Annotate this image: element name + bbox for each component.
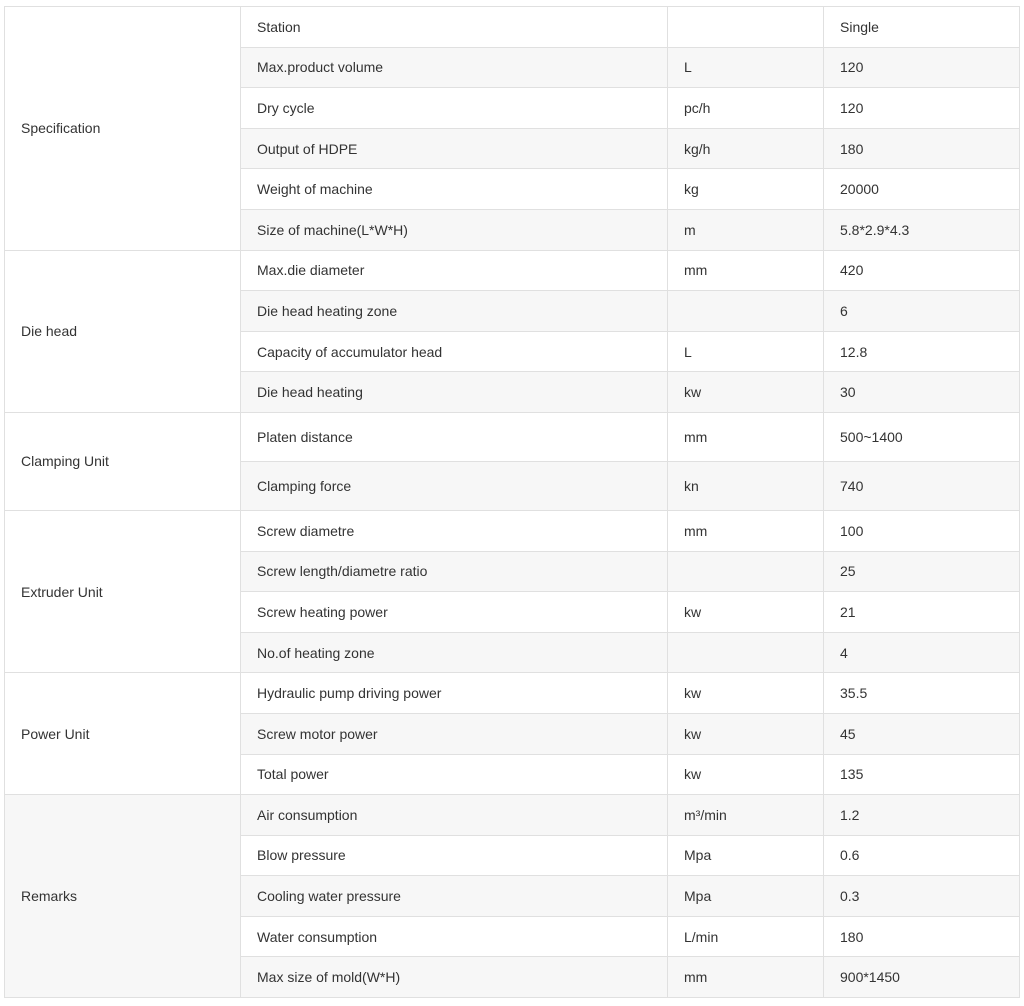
param-cell: Platen distance [241, 412, 668, 461]
unit-cell: mm [668, 957, 824, 998]
unit-cell: mm [668, 412, 824, 461]
unit-cell: Mpa [668, 835, 824, 876]
unit-cell: mm [668, 250, 824, 291]
table-row [5, 510, 1020, 551]
unit-cell [668, 7, 824, 48]
param-cell: Max.die diameter [241, 250, 668, 291]
value-cell: 0.6 [824, 835, 1020, 876]
value-cell: 5.8*2.9*4.3 [824, 209, 1020, 250]
param-cell: Screw heating power [241, 592, 668, 633]
value-cell: 35.5 [824, 673, 1020, 714]
table-row [5, 250, 1020, 291]
table-row [5, 795, 1020, 836]
unit-cell: kw [668, 713, 824, 754]
value-cell: 12.8 [824, 331, 1020, 372]
group-label: Clamping Unit [5, 412, 241, 510]
unit-cell: kg [668, 169, 824, 210]
param-cell: Output of HDPE [241, 128, 668, 169]
param-cell: Die head heating zone [241, 291, 668, 332]
value-cell: 45 [824, 713, 1020, 754]
param-cell: Air consumption [241, 795, 668, 836]
value-cell: Single [824, 7, 1020, 48]
unit-cell: L/min [668, 916, 824, 957]
param-cell: Size of machine(L*W*H) [241, 209, 668, 250]
value-cell: 180 [824, 128, 1020, 169]
param-cell: Water consumption [241, 916, 668, 957]
unit-cell: L [668, 47, 824, 88]
unit-cell [668, 632, 824, 673]
param-cell: Clamping force [241, 461, 668, 510]
param-cell: Screw diametre [241, 510, 668, 551]
value-cell: 180 [824, 916, 1020, 957]
value-cell: 500~1400 [824, 412, 1020, 461]
group-label: Specification [5, 7, 241, 251]
param-cell: Weight of machine [241, 169, 668, 210]
param-cell: Capacity of accumulator head [241, 331, 668, 372]
unit-cell: kw [668, 754, 824, 795]
value-cell: 4 [824, 632, 1020, 673]
param-cell: Blow pressure [241, 835, 668, 876]
unit-cell: Mpa [668, 876, 824, 917]
group-label: Die head [5, 250, 241, 412]
spec-table [4, 6, 1020, 998]
value-cell: 30 [824, 372, 1020, 413]
value-cell: 135 [824, 754, 1020, 795]
param-cell: No.of heating zone [241, 632, 668, 673]
value-cell: 25 [824, 551, 1020, 592]
unit-cell: m [668, 209, 824, 250]
unit-cell: L [668, 331, 824, 372]
value-cell: 740 [824, 461, 1020, 510]
param-cell: Dry cycle [241, 88, 668, 129]
unit-cell: mm [668, 510, 824, 551]
unit-cell: kw [668, 372, 824, 413]
unit-cell: pc/h [668, 88, 824, 129]
value-cell: 120 [824, 47, 1020, 88]
param-cell: Hydraulic pump driving power [241, 673, 668, 714]
value-cell: 6 [824, 291, 1020, 332]
value-cell: 20000 [824, 169, 1020, 210]
param-cell: Cooling water pressure [241, 876, 668, 917]
param-cell: Screw motor power [241, 713, 668, 754]
param-cell: Screw length/diametre ratio [241, 551, 668, 592]
value-cell: 0.3 [824, 876, 1020, 917]
group-label: Remarks [5, 795, 241, 998]
param-cell: Total power [241, 754, 668, 795]
unit-cell: m³/min [668, 795, 824, 836]
unit-cell [668, 291, 824, 332]
value-cell: 1.2 [824, 795, 1020, 836]
table-row [5, 412, 1020, 461]
spec-table-body [5, 7, 1020, 998]
value-cell: 21 [824, 592, 1020, 633]
table-row [5, 7, 1020, 48]
value-cell: 900*1450 [824, 957, 1020, 998]
param-cell: Max.product volume [241, 47, 668, 88]
unit-cell: kn [668, 461, 824, 510]
unit-cell [668, 551, 824, 592]
param-cell: Die head heating [241, 372, 668, 413]
value-cell: 100 [824, 510, 1020, 551]
param-cell: Max size of mold(W*H) [241, 957, 668, 998]
table-row [5, 673, 1020, 714]
group-label: Power Unit [5, 673, 241, 795]
param-cell: Station [241, 7, 668, 48]
value-cell: 420 [824, 250, 1020, 291]
unit-cell: kw [668, 592, 824, 633]
unit-cell: kg/h [668, 128, 824, 169]
unit-cell: kw [668, 673, 824, 714]
group-label: Extruder Unit [5, 510, 241, 672]
value-cell: 120 [824, 88, 1020, 129]
